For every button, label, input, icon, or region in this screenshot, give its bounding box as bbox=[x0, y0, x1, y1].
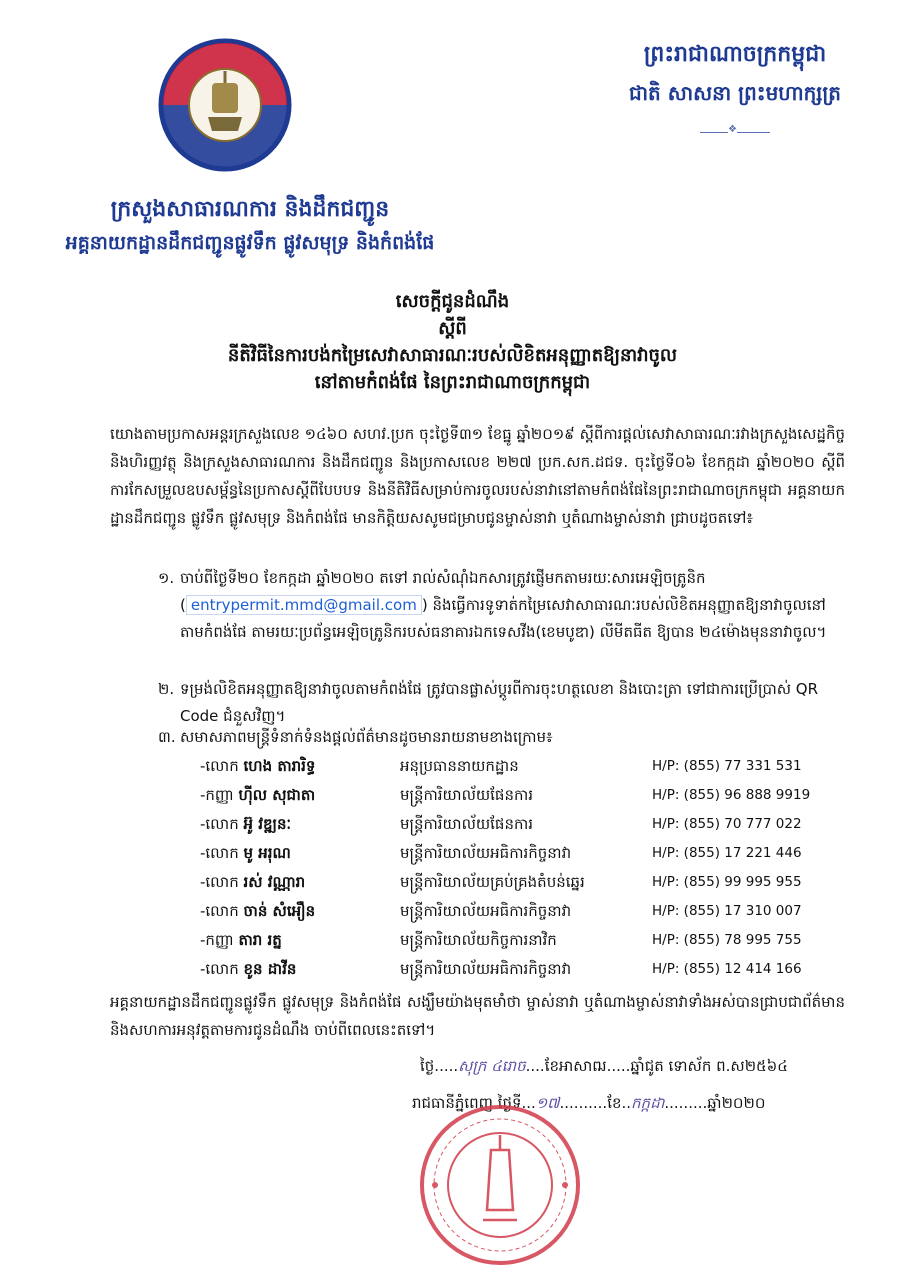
handwritten-day: សុក្រ ៤រោច bbox=[458, 1057, 526, 1075]
item-text: សមាសភាពមន្ត្រីទំនាក់ទំនងផ្តល់ព័ត៌មានដូចមានរាយនាមខាងក្រោម៖ bbox=[180, 728, 553, 746]
list-item: ១. ចាប់ពីថ្ងៃទី២០ ខែកក្កដា ឆ្នាំ២០២០ តទៅ រាល់សំណុំឯកសារត្រូវផ្ញើមកតាមរយៈសារអេឡិចត្រូនិក ( entrypermit.mmd@gmail.com ) និងធ្វើការទូទាត់កម្រៃសេវាសាធារណៈរបស់លិខិតអនុញ្ញាតឱ្យនាវាចូលនៅតាមកំពង់ផែ តាមរយៈប្រព័ន្ធអេឡិចត្រូនិករបស់ធនាគារឯកទេសវីង(ខេមបូឌា) លីមីតធីត ឱ្យបាន ២៤ម៉ោងមុននាវាចូល។ bbox=[180, 565, 840, 646]
department-name: អគ្គនាយកដ្ឋានដឹកជញ្ជូនផ្លូវទឹក ផ្លូវសមុទ្រ និងកំពង់ផែ bbox=[65, 232, 435, 254]
ministry-logo-icon bbox=[150, 35, 300, 175]
contact-name: -កញ្ញា តារា រត្ន bbox=[200, 931, 282, 949]
contact-row bbox=[200, 926, 840, 955]
list-item bbox=[158, 724, 840, 751]
contact-phone: H/P: (855) 99 995 955 bbox=[652, 874, 802, 890]
contact-phone: H/P: (855) 96 888 9919 bbox=[652, 787, 811, 803]
contact-row bbox=[200, 839, 840, 868]
item-number: ៣. bbox=[158, 728, 176, 746]
item-number: ២. bbox=[158, 680, 175, 698]
contact-row bbox=[200, 868, 840, 897]
contact-role: មន្ត្រីការិយាល័យអធិការកិច្ចនាវា bbox=[400, 902, 572, 920]
contact-phone: H/P: (855) 78 995 755 bbox=[652, 932, 802, 948]
title-line-3: នីតិវិធីនៃការបង់កម្រៃសេវាសាធារណៈរបស់លិខិតអនុញ្ញាតឱ្យនាវាចូល bbox=[227, 345, 678, 366]
item-text-continued: និងធ្វើការទូទាត់កម្រៃសេវាសាធារណៈរបស់លិខិតអនុញ្ញាតឱ្យនាវាចូលនៅតាមកំពង់ផែ តាមរយៈប្រព័ន្ធអេឡិចត្រូនិករបស់ធនាគារឯកទេសវីង(ខេមបូឌា) លីមីតធីត ឱ្យបាន ២៤ម៉ោងមុននាវាចូល។ bbox=[180, 596, 827, 641]
kingdom-header bbox=[605, 40, 865, 133]
contact-name: -លោក ហេង តារារិទ្ធ bbox=[200, 757, 316, 775]
contact-name: -លោក អ៊ូ វឌ្ឍនៈ bbox=[200, 815, 292, 833]
title-line-2: ស្តីពី bbox=[438, 318, 467, 339]
intro-paragraph: យោងតាមប្រកាសអន្តរក្រសួងលេខ ១៤៦០ សហវ.ប្រក ចុះថ្ងៃទី៣១ ខែធ្នូ ឆ្នាំ២០១៩ ស្តីពីការផ្តល់សេវាសាធារណៈរវាងក្រសួងសេដ្ឋកិច្ច និងហិរញ្ញវត្ថុ និងក្រសួងសាធារណការ និងដឹកជញ្ជូន និងប្រកាសលេខ ២២៧ ប្រក.សក.ដជទ. ចុះថ្ងៃទី០៦ ខែកក្កដា ឆ្នាំ២០២០ ស្តីពីការកែសម្រួលឧបសម្ព័ន្ធនៃប្រកាសស្តីពីបែបបទ និងនីតិវិធីសម្រាប់ការចូលរបស់នាវានៅតាមកំពង់ផែនៃព្រះរាជាណាចក្រកម្ពុជា អគ្គនាយកដ្ឋានដឹកជញ្ជូន ផ្លូវទឹក ផ្លូវសមុទ្រ និងកំពង់ផែ មានកិត្តិយសសូមជម្រាបជូនម្ចាស់នាវា ឬតំណាងម្ចាស់នាវា ជ្រាបដូចតទៅ៖ bbox=[110, 425, 845, 527]
gregorian-date-line: រាជធានីភ្នំពេញ ថ្ងៃទី...១៧..........ខែ..កក្កដា.........ឆ្នាំ២០២០ bbox=[412, 1094, 766, 1112]
official-seal-icon bbox=[395, 1090, 605, 1265]
contact-role: មន្ត្រីការិយាល័យគ្រប់គ្រងតំបន់ឆ្នេរ bbox=[400, 873, 585, 891]
title-line-1: សេចក្តីជូនដំណឹង bbox=[395, 291, 510, 312]
contact-phone: H/P: (855) 77 331 531 bbox=[652, 758, 802, 774]
contact-phone: H/P: (855) 17 221 446 bbox=[652, 845, 802, 861]
contact-phone: H/P: (855) 12 414 166 bbox=[652, 961, 802, 977]
contact-phone: H/P: (855) 17 310 007 bbox=[652, 903, 802, 919]
contact-role: មន្ត្រីការិយាល័យផែនការ bbox=[400, 786, 534, 804]
contact-list bbox=[200, 752, 840, 984]
notice-title bbox=[0, 288, 905, 396]
title-line-4: នៅតាមកំពង់ផែ នៃព្រះរាជាណាចក្រកម្ពុជា bbox=[314, 372, 591, 393]
contact-row bbox=[200, 752, 840, 781]
ministry-name: ក្រសួងសាធារណការ និងដឹកជញ្ជូន bbox=[110, 197, 390, 222]
contact-role: អនុប្រធាននាយកដ្ឋាន bbox=[400, 757, 519, 775]
national-motto: ជាតិ សាសនា ព្រះមហាក្សត្រ bbox=[629, 81, 841, 105]
lunar-date-line: ថ្ងៃ.....សុក្រ ៤រោច....ខែអាសាឍ.....ឆ្នាំជូត ទោស័ក ព.ស២៥៦៤ bbox=[420, 1057, 788, 1075]
contact-name: -លោក មូ អរុណ bbox=[200, 844, 291, 862]
item-text: ទម្រង់លិខិតអនុញ្ញាតឱ្យនាវាចូលតាមកំពង់ផែ ត្រូវបានផ្លាស់ប្តូរពីការចុះហត្ថលេខា និងបោះត្រា ទៅជាការប្រើប្រាស់ QR Code ជំនួសវិញ។ bbox=[180, 680, 819, 725]
contact-role: មន្ត្រីការិយាល័យអធិការកិច្ចនាវា bbox=[400, 844, 572, 862]
contact-name: -លោក ចាន់ សំអឿន bbox=[200, 902, 316, 920]
email-link[interactable]: entrypermit.mmd@gmail.com bbox=[186, 595, 422, 615]
item-number: ១. bbox=[158, 569, 175, 587]
contact-row bbox=[200, 955, 840, 984]
closing-paragraph: អគ្គនាយកដ្ឋានដឹកជញ្ជូនផ្លូវទឹក ផ្លូវសមុទ្រ និងកំពង់ផែ សង្ឃឹមយ៉ាងមុតមាំថា ម្ចាស់នាវា ឬតំណាងម្ចាស់នាវាទាំងអស់បានជ្រាបជាព័ត៌មាន និងសហការអនុវត្តតាមការជូនដំណឹង ចាប់ពីពេលនេះតទៅ។ bbox=[110, 993, 845, 1039]
contact-row bbox=[200, 810, 840, 839]
contact-role: មន្ត្រីការិយាល័យផែនការ bbox=[400, 815, 534, 833]
contact-role: មន្ត្រីការិយាល័យកិច្ចការនាវិក bbox=[400, 931, 557, 949]
kingdom-name: ព្រះរាជាណាចក្រកម្ពុជា bbox=[643, 42, 827, 67]
contact-name: -កញ្ញា ហ៊ីល សុជាតា bbox=[200, 786, 316, 804]
list-item bbox=[158, 676, 840, 730]
handwritten-month: កក្កដា bbox=[631, 1094, 665, 1112]
contact-name: -លោក ខូន ដាវីន bbox=[200, 960, 297, 978]
ministry-header bbox=[20, 195, 480, 259]
contact-row bbox=[200, 781, 840, 810]
contact-name: -លោក រស់ វណ្ណារា bbox=[200, 873, 306, 891]
contact-role: មន្ត្រីការិយាល័យអធិការកិច្ចនាវា bbox=[400, 960, 572, 978]
item-text: ចាប់ពីថ្ងៃទី២០ ខែកក្កដា ឆ្នាំ២០២០ តទៅ រាល់សំណុំឯកសារត្រូវផ្ញើមកតាមរយៈសារអេឡិចត្រូនិក bbox=[180, 569, 706, 587]
contact-row bbox=[200, 897, 840, 926]
ornament-divider bbox=[700, 132, 770, 133]
contact-phone: H/P: (855) 70 777 022 bbox=[652, 816, 802, 832]
handwritten-day: ១៧ bbox=[535, 1094, 560, 1112]
